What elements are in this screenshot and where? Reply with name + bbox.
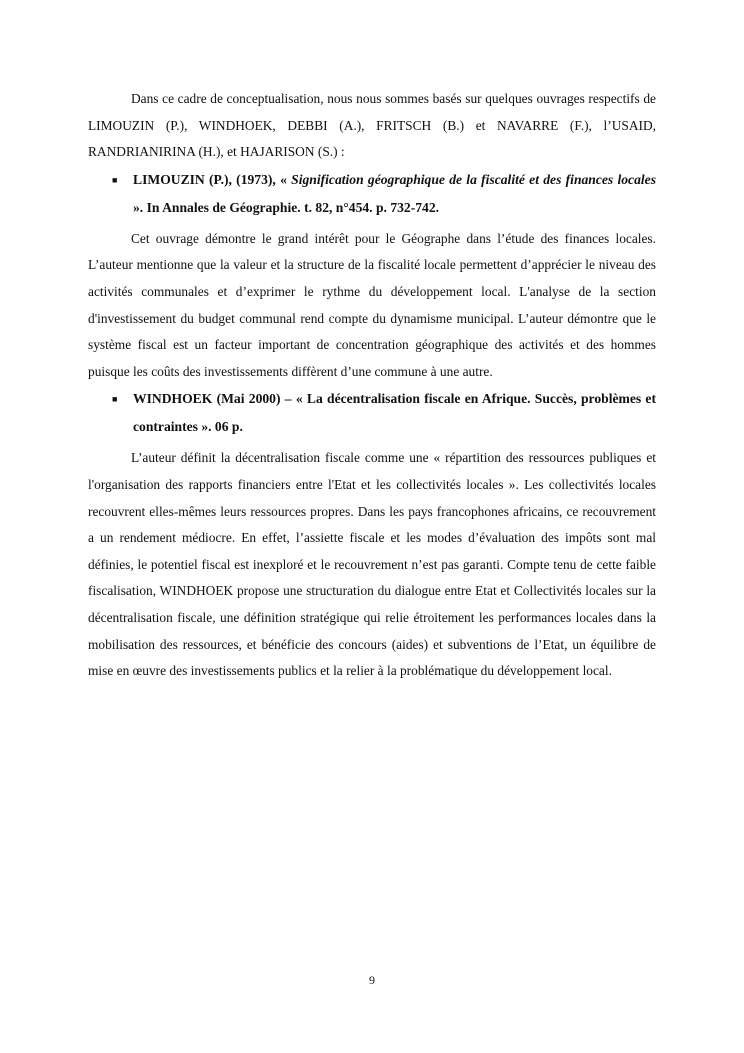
reference-limouzin-text: [133, 166, 656, 222]
reference-limouzin-suffix: ». In Annales de Géographie. t. 82, n°454. p. 732-742.: [133, 199, 440, 215]
windhoek-summary-paragraph: L’auteur définit la décentralisation fiscale comme une « répartition des ressources publiques et l'organisation des rapports financiers entre l'Etat et les collectivités locales ». Les collectivités locales recouvrent elles-mêmes leurs ressources propres. Dans les pays francophones africains, ce recouvrement a un rendement médiocre. En effet, l’assiette fiscale et les modes d’évaluation des impôts sont mal définies, le potentiel fiscal est inexploré et le recouvrement n’est pas garanti. Compte tenu de cette faible fiscalisation, WINDHOEK propose une structuration du dialogue entre Etat et Collectivités locales sur la décentralisation fiscale, une définition stratégique qui relie étroitement les performances locales dans la mobilisation des ressources, et bénéficie des concours (aides) et subventions de l’Etat, un équilibre de mise en œuvre des investissements publics et la relier à la problématique du développement local.: [88, 450, 656, 679]
intro-paragraph: Dans ce cadre de conceptualisation, nous nous sommes basés sur quelques ouvrages respectifs de LIMOUZIN (P.), WINDHOEK, DEBBI (A.), FRITSCH (B.) et NAVARRE (F.), l’USAID, RANDRIANIRINA (H.), et HAJARISON (S.) :: [88, 91, 656, 160]
reference-windhoek-text: WINDHOEK (Mai 2000) – « La décentralisation fiscale en Afrique. Succès, problèmes et contraintes ». 06 p.: [133, 391, 656, 435]
limouzin-summary-paragraph: Cet ouvrage démontre le grand intérêt pour le Géographe dans l’étude des finances locales. L’auteur mentionne que la valeur et la structure de la fiscalité locale permettent d’apprécier le niveau des activités communales et d’exprimer le rythme du développement local. L'analyse de la section d'investissement du budget communal rend compte du dynamisme municipal. L’auteur démontre que le système fiscal est un facteur important de concentration géographique des activités et des hommes puisque les coûts des investissements diffèrent d’une commune à une autre.: [88, 230, 656, 379]
reference-limouzin-title: Signification géographique de la fiscalité et des finances locales: [291, 171, 656, 187]
reference-windhoek: [88, 385, 656, 441]
reference-limouzin-prefix: LIMOUZIN (P.), (1973), «: [133, 171, 292, 187]
square-bullet-icon: ■: [112, 394, 118, 405]
page-number: 9: [369, 973, 375, 987]
page-content: [88, 86, 656, 685]
reference-limouzin: [88, 166, 656, 222]
square-bullet-icon: ■: [112, 174, 118, 185]
